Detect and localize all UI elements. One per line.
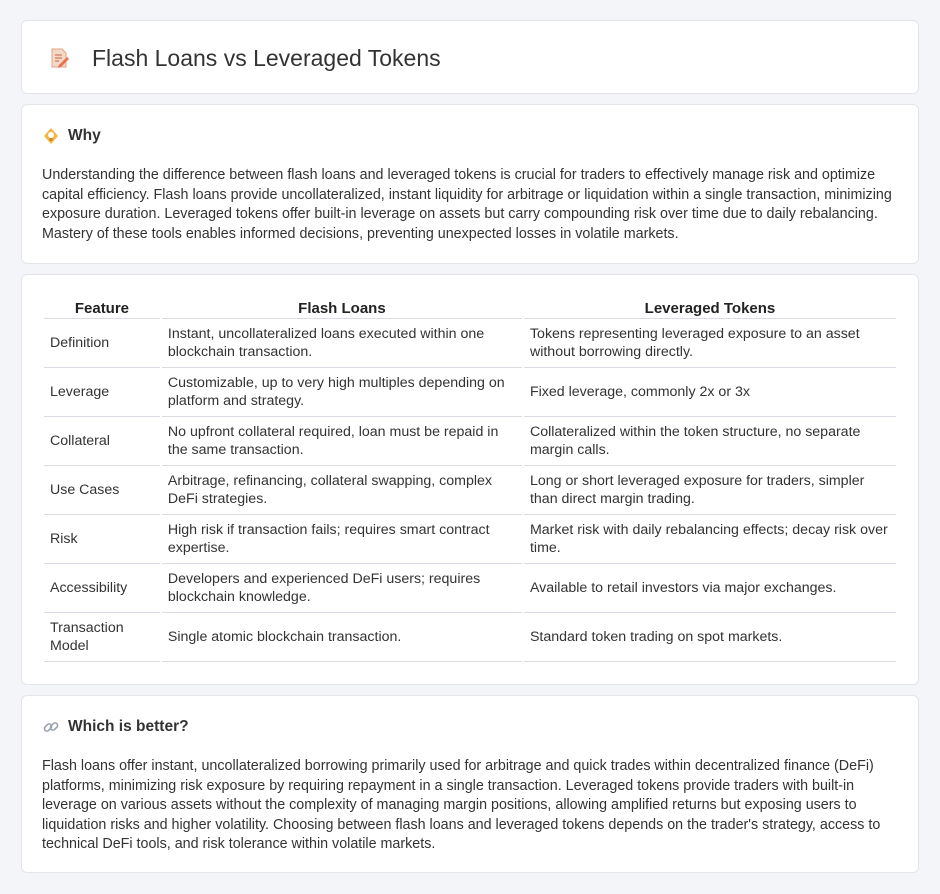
link-icon (42, 718, 60, 736)
flash-cell: Developers and experienced DeFi users; requires blockchain knowledge. (162, 564, 522, 613)
table-row (44, 613, 896, 662)
flash-cell: Customizable, up to very high multiples depending on platform and strategy. (162, 368, 522, 417)
better-heading: Which is better? (68, 718, 189, 735)
page-title: Flash Loans vs Leveraged Tokens (92, 45, 441, 71)
header-leveraged-tokens: Leveraged Tokens (524, 295, 896, 319)
header-card (21, 20, 919, 94)
table-row (44, 515, 896, 564)
flash-cell: Instant, uncollateralized loans executed within one blockchain transaction. (162, 319, 522, 368)
table-row (44, 368, 896, 417)
which-is-better-section (21, 695, 919, 873)
document-pen-icon (48, 47, 70, 69)
leveraged-cell: Collateralized within the token structure, no separate margin calls. (524, 417, 896, 466)
table-row (44, 466, 896, 515)
why-text: Understanding the difference between flash loans and leveraged tokens is crucial for traders to effectively manage risk and optimize capital efficiency. Flash loans provide uncollateralized, instant liquidity for arbitrage or liquidation within a single transaction, minimizing exposure duration. Leveraged tokens offer built-in leverage on assets but carry compounding risk over time due to daily rebalancing. Mastery of these tools enables informed decisions, preventing unexpected losses in volatile markets. (42, 167, 892, 242)
flash-cell: High risk if transaction fails; requires smart contract expertise. (162, 515, 522, 564)
feature-cell: Transaction Model (44, 613, 160, 662)
feature-cell: Use Cases (44, 466, 160, 515)
leveraged-cell: Tokens representing leveraged exposure to an asset without borrowing directly. (524, 319, 896, 368)
header-flash-loans: Flash Loans (162, 295, 522, 319)
why-section (21, 104, 919, 264)
better-text: Flash loans offer instant, uncollateralized borrowing primarily used for arbitrage and quick trades within decentralized finance (DeFi) platforms, minimizing risk exposure by requiring repayment in a single transaction. Leveraged tokens provide traders with built-in leverage on various assets without the complexity of managing margin positions, allowing amplified returns but exposing users to liquidation risks and higher volatility. Choosing between flash loans and leveraged tokens depends on the trader's strategy, access to technical DeFi tools, and risk tolerance within volatile markets. (42, 758, 881, 852)
comparison-section (21, 274, 919, 685)
table-header-row (44, 295, 896, 319)
leveraged-cell: Standard token trading on spot markets. (524, 613, 896, 662)
flash-cell: Arbitrage, refinancing, collateral swapping, complex DeFi strategies. (162, 466, 522, 515)
why-heading-row (42, 127, 101, 145)
feature-cell: Leverage (44, 368, 160, 417)
header-feature: Feature (44, 295, 160, 319)
leveraged-cell: Market risk with daily rebalancing effects; decay risk over time. (524, 515, 896, 564)
table-row (44, 319, 896, 368)
feature-cell: Collateral (44, 417, 160, 466)
why-heading: Why (68, 127, 101, 144)
flash-cell: No upfront collateral required, loan must be repaid in the same transaction. (162, 417, 522, 466)
flash-cell: Single atomic blockchain transaction. (162, 613, 522, 662)
leveraged-cell: Long or short leveraged exposure for traders, simpler than direct margin trading. (524, 466, 896, 515)
feature-cell: Definition (44, 319, 160, 368)
feature-cell: Accessibility (44, 564, 160, 613)
better-heading-row (42, 718, 189, 736)
comparison-table (42, 295, 898, 662)
leveraged-cell: Fixed leverage, commonly 2x or 3x (524, 368, 896, 417)
table-row (44, 564, 896, 613)
feature-cell: Risk (44, 515, 160, 564)
lightbulb-icon (42, 127, 60, 145)
leveraged-cell: Available to retail investors via major exchanges. (524, 564, 896, 613)
table-row (44, 417, 896, 466)
